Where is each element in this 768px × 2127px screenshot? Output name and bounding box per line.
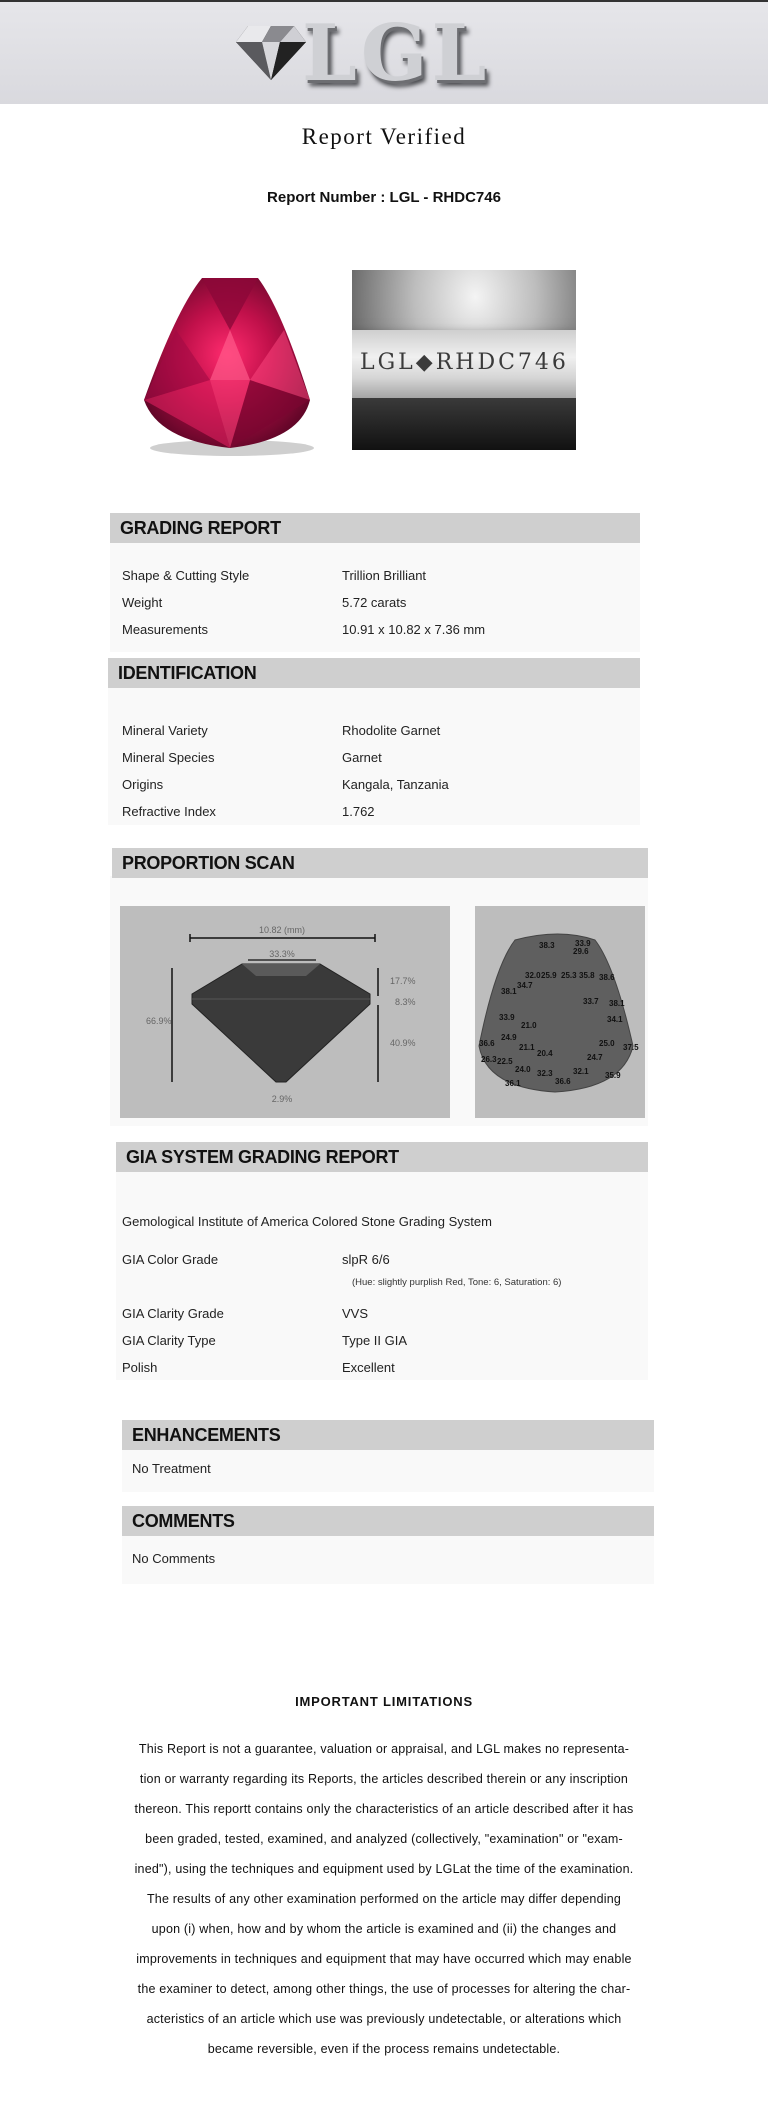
facet-value-label: 35.9 bbox=[605, 1071, 621, 1080]
comments-text: No Comments bbox=[132, 1551, 216, 1566]
facet-value-label: 24.7 bbox=[587, 1053, 603, 1062]
facet-value-label: 35.8 bbox=[579, 971, 595, 980]
facet-value-label: 34.1 bbox=[607, 1015, 623, 1024]
facet-value-label: 33.7 bbox=[583, 997, 599, 1006]
gia-report-panel bbox=[116, 1170, 648, 1380]
row-value: 10.91 x 10.82 x 7.36 mm bbox=[342, 622, 486, 637]
facet-value-label: 32.0 bbox=[525, 971, 541, 980]
limitations-line: The results of any other examination performed on the article may differ depending bbox=[146, 1892, 622, 1906]
facet-value-label: 36.1 bbox=[505, 1079, 521, 1088]
comments-heading: COMMENTS bbox=[122, 1506, 654, 1536]
proportion-top-view-diagram bbox=[475, 906, 645, 1118]
facet-value-label: 36.6 bbox=[555, 1077, 571, 1086]
identification-heading: IDENTIFICATION bbox=[108, 658, 640, 688]
row-label: GIA Clarity Type bbox=[122, 1333, 216, 1348]
facet-value-label: 38.6 bbox=[599, 973, 615, 982]
lgl-logo[interactable] bbox=[232, 8, 492, 99]
facet-value-label: 26.3 bbox=[481, 1055, 497, 1064]
facet-value-label: 25.0 bbox=[599, 1039, 615, 1048]
enhancements-heading: ENHANCEMENTS bbox=[122, 1420, 654, 1450]
row-value: Type II GIA bbox=[342, 1333, 408, 1348]
facet-value-label: 33.9 bbox=[575, 939, 591, 948]
depth-percent: 66.9% bbox=[146, 1016, 172, 1026]
limitations-line: been graded, tested, examined, and analyzed (collectively, "examination" or "exam- bbox=[145, 1832, 623, 1846]
facet-value-label: 20.4 bbox=[537, 1049, 553, 1058]
limitations-line: became reversible, even if the process remains undetectable. bbox=[207, 2042, 561, 2056]
facet-value-label: 37.5 bbox=[623, 1043, 639, 1052]
facet-value-label: 29.6 bbox=[573, 947, 589, 956]
row-label: Mineral Species bbox=[122, 750, 215, 765]
row-value: Excellent bbox=[342, 1360, 395, 1375]
row-value: Trillion Brilliant bbox=[342, 568, 427, 583]
gia-report-heading: GIA SYSTEM GRADING REPORT bbox=[116, 1142, 648, 1172]
facet-value-label: 24.9 bbox=[501, 1033, 517, 1042]
facet-value-label: 34.7 bbox=[517, 981, 533, 990]
row-label: Polish bbox=[122, 1360, 158, 1375]
width-label: 10.82 (mm) bbox=[258, 925, 306, 935]
facet-value-label: 21.0 bbox=[521, 1021, 537, 1030]
facet-value-label: 36.6 bbox=[479, 1039, 495, 1048]
limitations-line: the examiner to detect, among other things, the use of processes for altering the char- bbox=[137, 1982, 631, 1996]
limitations-text bbox=[118, 1734, 650, 2064]
page-title: Report Verified bbox=[301, 124, 467, 149]
gia-subtitle: Gemological Institute of America Colored Stone Grading System bbox=[122, 1214, 492, 1229]
facet-value-label: 33.9 bbox=[499, 1013, 515, 1022]
row-label: Shape & Cutting Style bbox=[122, 568, 250, 583]
facet-value-label: 25.9 bbox=[541, 971, 557, 980]
logo-text: LGL bbox=[302, 8, 491, 99]
gia-color-note: (Hue: slightly purplish Red, Tone: 6, Saturation: 6) bbox=[352, 1277, 562, 1288]
limitations-line: This Report is not a guarantee, valuation or appraisal, and LGL makes no representa- bbox=[138, 1742, 630, 1756]
row-value: Garnet bbox=[342, 750, 382, 765]
culet-percent: 2.9% bbox=[271, 1094, 293, 1104]
row-value: Rhodolite Garnet bbox=[342, 723, 441, 738]
row-label: Origins bbox=[122, 777, 164, 792]
row-label: GIA Clarity Grade bbox=[122, 1306, 224, 1321]
facet-value-label: 22.5 bbox=[497, 1057, 513, 1066]
gem-photo bbox=[132, 270, 328, 460]
report-number: Report Number : LGL - RHDC746 bbox=[267, 189, 501, 206]
facet-value-label: 21.1 bbox=[519, 1043, 535, 1052]
limitations-line: tion or warranty regarding its Reports, the articles described therein or any inscription bbox=[139, 1772, 629, 1786]
facet-value-label: 32.3 bbox=[537, 1069, 553, 1078]
table-percent: 33.3% bbox=[269, 949, 295, 959]
proportion-profile-diagram bbox=[120, 906, 450, 1118]
facet-value-label: 32.1 bbox=[573, 1067, 589, 1076]
limitations-line: acteristics of an article which use was previously undetectable, or alterations which bbox=[146, 2012, 622, 2026]
diamond-icon bbox=[234, 20, 308, 84]
limitations-line: ined"), using the techniques and equipment used by LGLat the time of the examination. bbox=[134, 1862, 634, 1876]
pavilion-percent: 40.9% bbox=[390, 1038, 416, 1048]
enhancements-text: No Treatment bbox=[132, 1461, 211, 1476]
limitations-line: upon (i) when, how and by whom the article is examined and (ii) the changes and bbox=[151, 1922, 617, 1936]
row-value: Kangala, Tanzania bbox=[342, 777, 449, 792]
limitations-line: thereon. This reportt contains only the characteristics of an article described after it has bbox=[134, 1802, 634, 1816]
limitations-heading: IMPORTANT LIMITATIONS bbox=[295, 1694, 473, 1709]
row-label: Refractive Index bbox=[122, 804, 216, 819]
crown-percent: 17.7% bbox=[390, 976, 416, 986]
proportion-scan-heading: PROPORTION SCAN bbox=[112, 848, 648, 878]
inscription-photo bbox=[352, 270, 576, 450]
row-label: GIA Color Grade bbox=[122, 1252, 219, 1267]
row-label: Measurements bbox=[122, 622, 208, 637]
row-value: 1.762 bbox=[342, 804, 375, 819]
row-label: Weight bbox=[122, 595, 163, 610]
facet-value-label: 38.1 bbox=[609, 999, 625, 1008]
photo-shadow bbox=[352, 398, 576, 450]
facet-value-label: 24.0 bbox=[515, 1065, 531, 1074]
grading-report-heading: GRADING REPORT bbox=[110, 513, 640, 543]
row-label: Mineral Variety bbox=[122, 723, 208, 738]
facet-value-label: 25.3 bbox=[561, 971, 577, 980]
facet-value-label: 38.3 bbox=[539, 941, 555, 950]
limitations-line: improvements in techniques and equipment that may have occurred which may enable bbox=[136, 1952, 632, 1966]
header-banner bbox=[0, 2, 768, 104]
facet-value-label: 38.1 bbox=[501, 987, 517, 996]
girdle-percent: 8.3% bbox=[395, 997, 416, 1007]
row-value: 5.72 carats bbox=[342, 595, 407, 610]
row-value: VVS bbox=[342, 1306, 369, 1321]
inscription-text: LGL◆RHDC746 bbox=[360, 350, 569, 375]
row-value: slpR 6/6 bbox=[342, 1252, 390, 1267]
